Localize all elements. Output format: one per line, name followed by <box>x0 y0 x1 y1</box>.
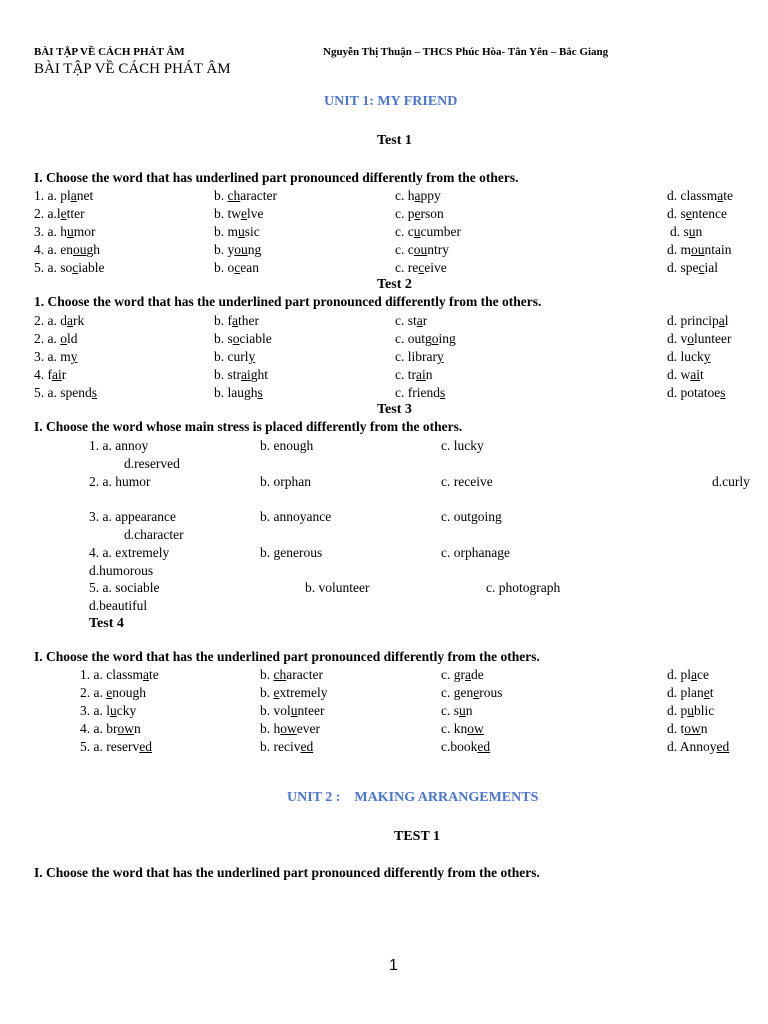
underlined-part: ou <box>234 242 248 257</box>
option: b. extremely <box>260 685 328 700</box>
underlined-part: a <box>232 313 238 328</box>
underlined-part: a <box>143 667 149 682</box>
option: c. friends <box>395 385 446 400</box>
option: b. music <box>214 224 260 239</box>
option: 4. fair <box>34 367 67 382</box>
underlined-part: e <box>414 206 421 221</box>
option: 5. a. reserved <box>80 739 152 754</box>
option: d. Annoyed <box>667 739 730 754</box>
underlined-part: s <box>257 385 263 400</box>
option: b. sociable <box>214 331 272 346</box>
underlined-part: o <box>687 331 694 346</box>
unit1-test1-instruction: I. Choose the word that has underlined part pronounced differently from the others. <box>34 170 519 185</box>
option: 2. a. old <box>34 331 78 346</box>
option: b. volunteer <box>260 703 325 718</box>
unit1-test2-instruction: 1. Choose the word that has the underlined part pronounced differently from the others. <box>34 294 542 309</box>
option: c. orphanage <box>441 545 510 560</box>
option: 5. a. spends <box>34 385 98 400</box>
unit1-test3-instruction: I. Choose the word whose main stress is placed differently from the others. <box>34 419 463 434</box>
underlined-part: s <box>439 385 446 400</box>
underlined-part: y <box>248 349 256 364</box>
option: d.humorous <box>89 563 154 578</box>
option: c. know <box>441 721 484 736</box>
unit1-test4-instruction: I. Choose the word that has the underlined part pronounced differently from the others. <box>34 649 540 664</box>
option: b. ocean <box>214 260 259 275</box>
underlined-part: ow <box>280 721 297 736</box>
unit2-test1-label: TEST 1 <box>394 829 441 844</box>
document-title: BÀI TẬP VỀ CÁCH PHÁT ÂM <box>34 61 231 77</box>
option: b. laughs <box>214 385 263 400</box>
option: d. sentence <box>667 206 727 221</box>
option: 3. a. appearance <box>89 509 176 524</box>
option: 4. a. brown <box>80 721 141 736</box>
option: 1. a. planet <box>34 188 94 203</box>
underlined-part: c <box>72 260 79 275</box>
underlined-part: ed <box>300 739 314 754</box>
underlined-part: a <box>70 188 77 203</box>
underlined-part: e <box>703 685 710 700</box>
option: c. grade <box>441 667 484 682</box>
option: b. twelve <box>214 206 264 221</box>
option: 2. a. humor <box>89 474 151 489</box>
option: c. lucky <box>441 438 484 453</box>
option: 2. a. dark <box>34 313 85 328</box>
underlined-part: a <box>416 313 423 328</box>
option: d. volunteer <box>667 331 732 346</box>
option: b. young <box>214 242 262 257</box>
option: c. outgoing <box>395 331 456 346</box>
option: b. annoyance <box>260 509 332 524</box>
underlined-part: a <box>414 188 421 203</box>
option: b. curly <box>214 349 256 364</box>
option: c. generous <box>441 685 503 700</box>
header-right: Nguyễn Thị Thuận – THCS Phúc Hòa- Tân Yên – Bắc Giang <box>323 46 609 58</box>
underlined-part: u <box>67 224 74 239</box>
underlined-part: c <box>418 260 425 275</box>
underlined-part: s <box>720 385 726 400</box>
unit1-test1-label: Test 1 <box>377 133 412 148</box>
underlined-part: c <box>234 260 241 275</box>
option: 1. a. classmate <box>80 667 159 682</box>
option: c.booked <box>441 739 491 754</box>
underlined-part: e <box>60 206 67 221</box>
underlined-part: ou <box>72 242 87 257</box>
underlined-part: y <box>70 349 78 364</box>
underlined-part: a <box>691 667 698 682</box>
underlined-part: a <box>717 188 724 203</box>
option: d. public <box>667 703 715 718</box>
underlined-part: o <box>60 331 67 346</box>
option: d. classmate <box>667 188 733 203</box>
underlined-part: ch <box>273 667 287 682</box>
option: b. recived <box>260 739 314 754</box>
underlined-part: ow <box>684 721 701 736</box>
option: 5. a. sociable <box>34 260 105 275</box>
underlined-part: ow <box>117 721 134 736</box>
option: c. library <box>395 349 444 364</box>
option: c. sun <box>441 703 473 718</box>
option: d. potatoes <box>667 385 726 400</box>
unit1-test3-label: Test 3 <box>377 402 412 417</box>
option: d. town <box>667 721 708 736</box>
option: d.curly <box>712 474 750 489</box>
unit1-test2-label: Test 2 <box>377 277 412 292</box>
option: c. cucumber <box>395 224 461 239</box>
option: d. planet <box>667 685 714 700</box>
underlined-part: y <box>436 349 444 364</box>
option: 5. a. sociable <box>89 580 160 595</box>
option: b. orphan <box>260 474 311 489</box>
underlined-part: ow <box>467 721 484 736</box>
option: c. country <box>395 242 449 257</box>
unit1-test4-label: Test 4 <box>89 616 124 631</box>
option: b. however <box>260 721 320 736</box>
option: c. outgoing <box>441 509 502 524</box>
underlined-part: u <box>110 703 117 718</box>
underlined-part: ai <box>416 367 426 382</box>
underlined-part: u <box>688 224 696 239</box>
option: d. principal <box>667 313 729 328</box>
option: c. person <box>395 206 444 221</box>
underlined-part: ed <box>477 739 491 754</box>
option: 4. a. enough <box>34 242 100 257</box>
page-number: 1 <box>389 957 398 974</box>
underlined-part: s <box>91 385 98 400</box>
option: b. straight <box>214 367 269 382</box>
option: 2. a.letter <box>34 206 85 221</box>
option: d.beautiful <box>89 598 148 613</box>
underlined-part: ou <box>691 242 705 257</box>
option: 2. a. enough <box>80 685 146 700</box>
option: c. train <box>395 367 433 382</box>
underlined-part: ai <box>241 367 251 382</box>
underlined-part: u <box>238 224 245 239</box>
underlined-part: ai <box>690 367 700 382</box>
underlined-part: a <box>465 667 471 682</box>
underlined-part: e <box>685 206 692 221</box>
option: b. character <box>214 188 277 203</box>
option: d. place <box>667 667 709 682</box>
option: d.reserved <box>124 456 180 471</box>
underlined-part: u <box>459 703 466 718</box>
underlined-part: u <box>413 224 421 239</box>
unit-1-title: UNIT 1: MY FRIEND <box>324 94 458 109</box>
option: b. enough <box>260 438 314 453</box>
underlined-part: a <box>718 313 725 328</box>
option: c. happy <box>395 188 441 203</box>
option: d. sun <box>670 224 703 239</box>
unit-2-title: UNIT 2 : MAKING ARRANGEMENTS <box>287 790 539 805</box>
option: 1. a. annoy <box>89 438 149 453</box>
underlined-part: e <box>241 206 247 221</box>
option: c. star <box>395 313 428 328</box>
option: d. lucky <box>667 349 711 364</box>
option: b. character <box>260 667 323 682</box>
option: d. wait <box>667 367 704 382</box>
underlined-part: c <box>698 260 705 275</box>
underlined-part: o <box>431 331 439 346</box>
underlined-part: e <box>473 685 480 700</box>
underlined-part: ch <box>227 188 241 203</box>
underlined-part: y <box>703 349 711 364</box>
option: c. photograph <box>486 580 561 595</box>
underlined-part: u <box>290 703 298 718</box>
underlined-part: e <box>106 685 113 700</box>
header-left: BÀI TẬP VỀ CÁCH PHÁT ÂM <box>34 46 185 58</box>
option: d. special <box>667 260 718 275</box>
option: c. receive <box>395 260 447 275</box>
underlined-part: a <box>67 313 73 328</box>
option: b. generous <box>260 545 323 560</box>
option: 4. a. extremely <box>89 545 170 560</box>
option: 3. a. my <box>34 349 78 364</box>
underlined-part: ed <box>716 739 730 754</box>
option: d.character <box>124 527 184 542</box>
underlined-part: u <box>687 703 694 718</box>
underlined-part: ou <box>413 242 428 257</box>
option: 3. a. humor <box>34 224 96 239</box>
option: b. father <box>214 313 259 328</box>
unit2-test1-instruction: I. Choose the word that has the underlined part pronounced differently from the others. <box>34 865 540 880</box>
underlined-part: ai <box>52 367 62 382</box>
underlined-part: ed <box>139 739 152 754</box>
underlined-part: e <box>273 685 280 700</box>
option: c. receive <box>441 474 493 489</box>
underlined-part: o <box>232 331 240 346</box>
option: d. mountain <box>667 242 732 257</box>
option: b. volunteer <box>305 580 370 595</box>
option: 3. a. lucky <box>80 703 137 718</box>
